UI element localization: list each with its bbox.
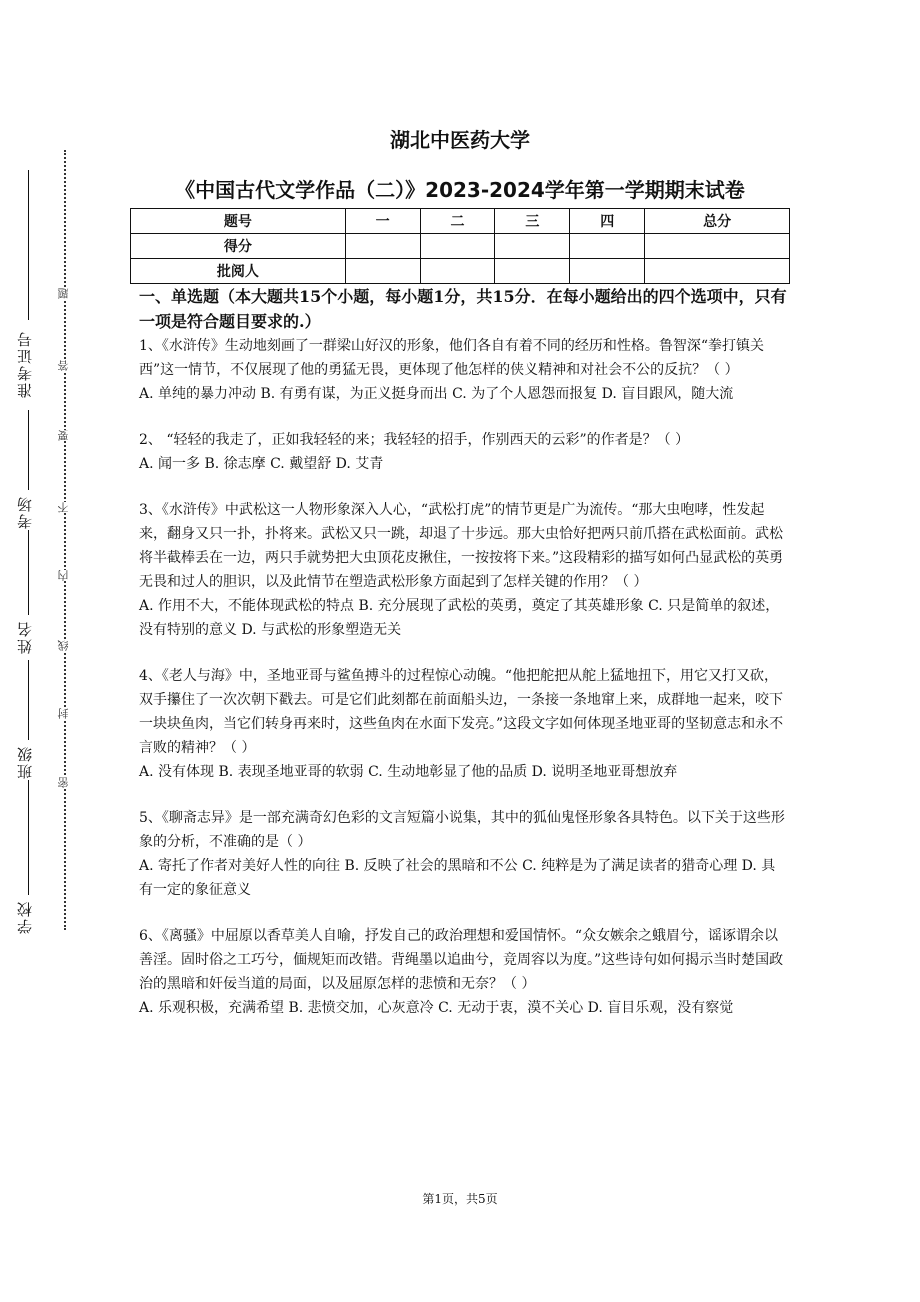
question-stem: 1、《水浒传》生动地刻画了一群梁山好汉的形象，他们各自有着不同的经历和性格。鲁智深“拳打镇关西”这一情节，不仅展现了他的勇猛无畏，更体现了他怎样的侠义精神和对社会不公的反抗？（ ）: [139, 338, 765, 378]
seal-char: 要: [57, 430, 70, 441]
seal-char: 不: [57, 502, 70, 513]
grader-cell[interactable]: [645, 259, 790, 284]
question-stem: 2、 “轻轻的我走了，正如我轻轻的来；我轻轻的招手，作别西天的云彩”的作者是？（ ）: [139, 432, 690, 448]
class-label: 班级: [16, 745, 34, 779]
school-blank: [28, 780, 29, 895]
col-header: 题号: [131, 209, 346, 234]
seal-char: 答: [57, 360, 70, 371]
seal-char: 密: [57, 777, 70, 788]
score-cell[interactable]: [420, 234, 495, 259]
grader-row: [131, 259, 790, 284]
score-table: [130, 208, 790, 284]
row-label: 批阅人: [131, 259, 346, 284]
row-label: 得分: [131, 234, 346, 259]
university-title: 湖北中医药大学: [390, 128, 530, 152]
col-header: 二: [420, 209, 495, 234]
school-label: 学校: [16, 900, 34, 934]
score-cell[interactable]: [645, 234, 790, 259]
seal-line-text: [56, 280, 74, 840]
question-stem: 5、《聊斋志异》是一部充满奇幻色彩的文言短篇小说集，其中的狐仙鬼怪形象各具特色。以下关于这些形象的分析，不准确的是（ ）: [139, 810, 785, 850]
question-options: A. 单纯的暴力冲动 B. 有勇有谋，为正义挺身而出 C. 为了个人恩怨而报复 D. 盲目跟风，随大流: [139, 386, 734, 402]
score-table-header-row: [131, 209, 790, 234]
question-options: A. 乐观积极，充满希望 B. 悲愤交加，心灰意冷 C. 无动于衷，漠不关心 D. 盲目乐观，没有察觉: [139, 1000, 734, 1016]
question-options: A. 寄托了作者对美好人性的向往 B. 反映了社会的黑暗和不公 C. 纯粹是为了满足读者的猎奇心理 D. 具有一定的象征意义: [139, 858, 776, 898]
grader-cell[interactable]: [495, 259, 570, 284]
exam-room-label: 考场: [16, 495, 34, 529]
question-options: A. 作用不大，不能体现武松的特点 B. 充分展现了武松的英勇，奠定了其英雄形象 C. 只是简单的叙述，没有特别的意义 D. 与武松的形象塑造无关: [139, 598, 780, 638]
seal-char: 内: [57, 570, 70, 581]
exam-title: 《中国古代文学作品（二）》2023-2024学年第一学期期末试卷: [175, 178, 745, 202]
section-heading: 一、单选题（本大题共15个小题，每小题1分，共15分．在每小题给出的四个选项中，只有一项是符合题目要求的.）: [139, 287, 787, 331]
score-cell[interactable]: [345, 234, 420, 259]
grader-cell[interactable]: [420, 259, 495, 284]
grader-cell[interactable]: [570, 259, 645, 284]
exam-body: [139, 284, 789, 1020]
question-stem: 4、《老人与海》中，圣地亚哥与鲨鱼搏斗的过程惊心动魄。“他把舵把从舵上猛地扭下，用它又打又砍，双手攥住了一次次朝下戳去。可是它们此刻都在前面船头边，一条接一条地窜上来，成群地一起来，咬下一块块鱼肉，当它们转身再来时，这些鱼肉在水面下发亮。”这段文字如何体现圣地亚哥的坚韧意志和永不言败的精神？（ ）: [139, 668, 784, 756]
col-header: 四: [570, 209, 645, 234]
score-cell[interactable]: [495, 234, 570, 259]
grader-cell[interactable]: [345, 259, 420, 284]
score-cell[interactable]: [570, 234, 645, 259]
class-blank: [28, 660, 29, 740]
question-options: A. 闻一多 B. 徐志摩 C. 戴望舒 D. 艾青: [139, 456, 384, 472]
seal-char: 题: [57, 288, 70, 299]
question-options: A. 没有体现 B. 表现圣地亚哥的软弱 C. 生动地彰显了他的品质 D. 说明圣地亚哥想放弃: [139, 764, 678, 780]
col-header: 总分: [645, 209, 790, 234]
name-blank: [28, 530, 29, 615]
student-info-sidebar: [14, 300, 44, 960]
col-header: 三: [495, 209, 570, 234]
question-stem: 6、《离骚》中屈原以香草美人自喻，抒发自己的政治理想和爱国情怀。“众女嫉余之蛾眉兮，谣诼谓余以善淫。固时俗之工巧兮，偭规矩而改错。背绳墨以追曲兮，竞周容以为度。”这些诗句如何揭示当时楚国政治的黑暗和奸佞当道的局面，以及屈原怎样的悲愤和无奈？（ ）: [139, 928, 784, 992]
exam-room-blank: [28, 410, 29, 490]
exam-number-label: 准考证号: [16, 330, 34, 398]
seal-char: 线: [57, 640, 70, 651]
name-label: 姓名: [16, 620, 34, 654]
col-header: 一: [345, 209, 420, 234]
page-footer: 第1页，共5页: [422, 1192, 498, 1206]
seal-char: 封: [57, 708, 70, 719]
question-stem: 3、《水浒传》中武松这一人物形象深入人心，“武松打虎”的情节更是广为流传。“那大虫咆哮，性发起来，翻身又只一扑，扑将来。武松又只一跳，却退了十步远。那大虫恰好把两只前爪搭在武松面前。武松将半截棒丢在一边，两只手就势把大虫顶花皮揪住，一按按将下来。”这段精彩的描写如何凸显武松的英勇无畏和过人的胆识，以及此情节在塑造武松形象方面起到了怎样关键的作用？（ ）: [139, 502, 784, 590]
score-row: [131, 234, 790, 259]
